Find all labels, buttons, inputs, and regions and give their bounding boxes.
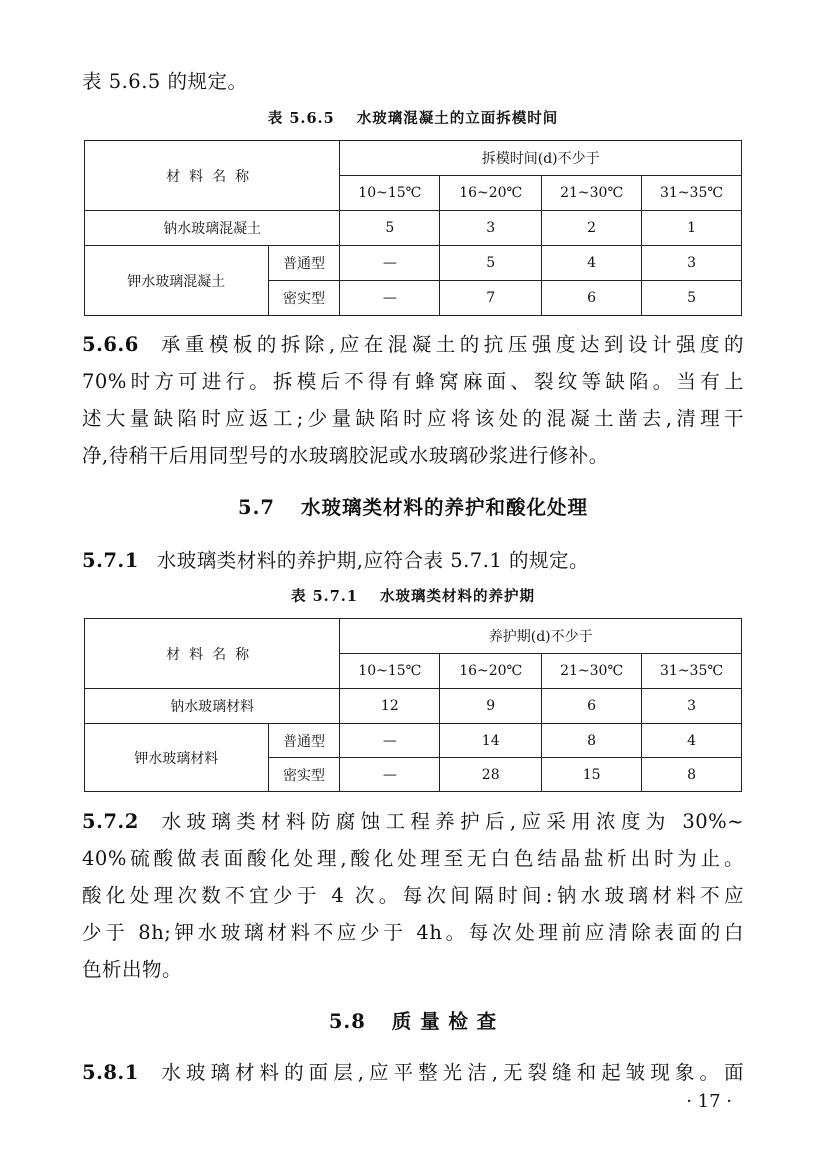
header-material-name: 材料名称 [85,141,340,211]
cell-value: 15 [542,758,642,792]
cell-value: — [340,758,440,792]
table-565-caption [0,107,826,128]
cell-value: 12 [340,689,440,724]
cell-value: 3 [642,689,742,724]
cell-value: 3 [642,246,742,281]
section-58-number: 5.8 [328,1010,366,1033]
header-temp: 16~20℃ [440,654,542,689]
section-571-number: 5.7.1 [82,549,139,572]
section-58-heading [0,1006,826,1034]
table-571-caption-number: 表 5.7.1 [291,588,358,605]
cell-value: 4 [542,246,642,281]
table-row [85,246,742,281]
table-565 [84,140,742,316]
header-temp: 16~20℃ [440,176,542,211]
section-572-line-1 [82,806,744,834]
cell-value: 5 [340,211,440,246]
cell-value: 14 [440,724,542,758]
section-571-text-1: 水玻璃类材料的养护期,应符合表 5.7.1 的规定。 [156,549,590,572]
cell-value: 28 [440,758,542,792]
table-row [85,619,742,654]
table-571-caption-title: 水玻璃类材料的养护期 [379,588,535,605]
section-566-line-2: 70%时方可进行。拆模后不得有蜂窝麻面、裂纹等缺陷。当有上 [82,370,744,393]
section-581-text-1: 水玻璃材料的面层,应平整光洁,无裂缝和起皱现象。面 [156,1061,744,1084]
table-row [85,689,742,724]
cell-value: 6 [542,281,642,316]
table-565-caption-title: 水玻璃混凝土的立面拆模时间 [356,110,559,127]
cell-value: 1 [642,211,742,246]
row-name: 钾水玻璃材料 [85,724,269,792]
table-565-caption-number: 表 5.6.5 [267,110,335,127]
header-temp: 31~35℃ [642,176,742,211]
row-name: 钾水玻璃混凝土 [85,246,269,316]
cell-value: 5 [440,246,542,281]
header-temp: 21~30℃ [542,654,642,689]
header-temp: 10~15℃ [340,654,440,689]
section-581-line-1 [82,1057,744,1085]
section-566-line-3: 述大量缺陷时应返工;少量缺陷时应将该处的混凝土凿去,清理干 [82,407,744,430]
section-572-text-1: 水玻璃类材料防腐蚀工程养护后,应采用浓度为 30%~ [156,810,744,833]
section-572-number: 5.7.2 [82,810,139,833]
header-temp: 21~30℃ [542,176,642,211]
row-subtype: 普通型 [268,246,340,281]
section-571-line-1 [82,545,744,573]
cell-value: 6 [542,689,642,724]
section-57-number: 5.7 [238,496,275,519]
cell-value: — [340,724,440,758]
header-temp: 10~15℃ [340,176,440,211]
table-571 [84,618,742,792]
table-571-caption [0,585,826,606]
cell-value: 3 [440,211,542,246]
intro-line: 表 5.6.5 的规定。 [82,70,248,93]
section-566-line-4: 净,待稍干后用同型号的水玻璃胶泥或水玻璃砂浆进行修补。 [82,444,609,467]
header-temp: 31~35℃ [642,654,742,689]
page-number: · 17 · [686,1091,732,1112]
cell-value: — [340,246,440,281]
section-581-number: 5.8.1 [82,1061,139,1084]
cell-value: 8 [542,724,642,758]
section-58-title: 质 量 检 查 [391,1010,498,1033]
row-name: 钠水玻璃混凝土 [85,211,340,246]
section-572-line-2: 40%硫酸做表面酸化处理,酸化处理至无白色结晶盐析出时为止。 [82,847,744,870]
row-name: 钠水玻璃材料 [85,689,340,724]
row-subtype: 密实型 [268,281,340,316]
section-57-heading [0,492,826,520]
cell-value: 7 [440,281,542,316]
cell-value: 9 [440,689,542,724]
section-572-line-3: 酸化处理次数不宜少于 4 次。每次间隔时间:钠水玻璃材料不应 [82,884,744,907]
cell-value: 4 [642,724,742,758]
table-row [85,141,742,176]
cell-value: 2 [542,211,642,246]
cell-value: 5 [642,281,742,316]
section-57-title: 水玻璃类材料的养护和酸化处理 [300,496,588,519]
row-subtype: 密实型 [268,758,340,792]
cell-value: 8 [642,758,742,792]
cell-value: — [340,281,440,316]
section-572-line-4: 少于 8h;钾水玻璃材料不应少于 4h。每次处理前应清除表面的白 [82,921,744,944]
table-row [85,211,742,246]
header-column-group: 拆模时间(d)不少于 [340,141,742,176]
section-572-line-5: 色析出物。 [82,958,183,981]
section-566-text-1: 承重模板的拆除,应在混凝土的抗压强度达到设计强度的 [156,333,744,356]
header-material-name: 材料名称 [85,619,340,689]
section-566-number: 5.6.6 [82,333,139,356]
section-566-line-1 [82,329,744,357]
table-row [85,724,742,758]
row-subtype: 普通型 [268,724,340,758]
header-column-group: 养护期(d)不少于 [340,619,742,654]
